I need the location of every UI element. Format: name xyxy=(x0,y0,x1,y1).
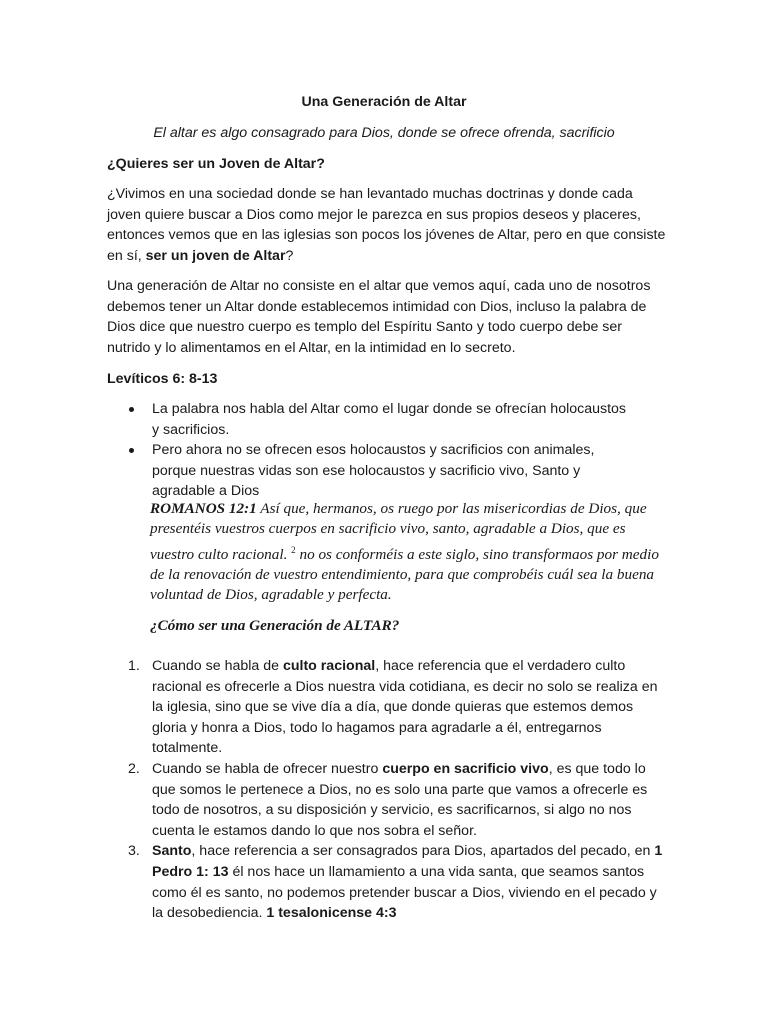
document-subtitle: El altar es algo consagrado para Dios, donde se ofrece ofrenda, sacrificio xyxy=(153,125,615,141)
paragraph-intro xyxy=(107,184,667,266)
numbered-list xyxy=(107,656,667,924)
bullet-icon xyxy=(129,448,134,453)
list-item xyxy=(107,399,637,440)
scripture-text-2: no os conforméis a este siglo, sino transformaos por medio de la renovación de vuestro entendimiento, para que comprobéis cuál sea la buena voluntad de Dios, agradable y perfecta. xyxy=(150,545,659,604)
question-heading: ¿Quieres ser un Joven de Altar? xyxy=(107,156,325,172)
list-item xyxy=(107,841,667,923)
list-number: 3. xyxy=(128,843,140,860)
paragraph-intro-text: ¿Vivimos en una sociedad donde se han levantado muchas doctrinas y donde cada joven quiere buscar a Dios como mejor le parezca en sus propios deseos y placeres, entonces vemos que en las iglesias son pocos los jóvenes de Altar, pero en que consiste en sí, xyxy=(107,186,666,264)
scripture-quote xyxy=(150,499,670,606)
step-bold: 1 tesalonicense 4:3 xyxy=(266,905,397,922)
step-text: él nos hace un llamamiento a una vida santa, que seamos santos como él es santo, no podemos pretender buscar a Dios, viviendo en el pecado y la desobediencia. xyxy=(152,863,657,922)
list-number: 1. xyxy=(128,658,140,674)
paragraph-intro-bold: ser un joven de Altar xyxy=(145,247,286,264)
step-bold: cuerpo en sacrificio vivo xyxy=(382,760,549,777)
list-item xyxy=(107,656,667,759)
step-bold: Santo xyxy=(152,843,192,860)
bullet-text: Pero ahora no se ofrecen esos holocaustos y sacrificios con animales, porque nuestras vidas son ese holocaustos y sacrificio vivo, Santo y agradable a Dios xyxy=(152,442,595,500)
step-text: Cuando se habla de ofrecer nuestro xyxy=(152,760,383,777)
list-number: 2. xyxy=(128,760,140,777)
bullet-text: La palabra nos habla del Altar como el lugar donde se ofrecían holocaustos y sacrificios. xyxy=(152,401,627,438)
scripture-reference: ROMANOS 12:1 xyxy=(150,500,257,517)
step-text: , es que todo lo que somos le pertenece a Dios, no es solo una parte que vamos a ofrecerle es todo de nosotros, a su disposición y servicio, es sacrificarnos, si algo no nos cuenta le estamos dando lo que nos sobra el señor. xyxy=(152,760,648,839)
document-title: Una Generación de Altar xyxy=(301,94,467,110)
reference-heading: Levíticos 6: 8-13 xyxy=(107,371,218,387)
list-item xyxy=(107,440,637,502)
step-bold: 1 Pedro 1: 13 xyxy=(152,843,663,880)
list-item xyxy=(107,759,667,841)
bullet-icon xyxy=(129,407,134,412)
scripture-text-1: Así que, hermanos, os ruego por las misericordias de Dios, que presentéis vuestros cuerpos en sacrificio vivo, santo, agradable a Dios, que es vuestro culto racional. xyxy=(150,500,647,563)
step-bold: culto racional xyxy=(282,658,376,674)
paragraph-altar: Una generación de Altar no consiste en el altar que vemos aquí, cada uno de nosotros debemos tener un Altar donde establecemos intimidad con Dios, incluso la palabra de Dios dice que nuestro cuerpo es templo del Espíritu Santo y todo cuerpo debe ser nutrido y lo alimentamos en el Altar, en la intimidad en lo secreto. xyxy=(107,278,651,356)
step-text: , hace referencia a ser consagrados para Dios, apartados del pecado, en xyxy=(191,843,655,860)
verse-number: 2 xyxy=(291,544,296,555)
paragraph-intro-end: ? xyxy=(285,247,294,264)
step-text: , hace referencia que el verdadero culto racional es ofrecerle a Dios nuestra vida cotidiana, es decir no solo se realiza en la iglesia, sino que se vive día a día, que donde quieras que estemos demos gloria y honra a Dios, todo lo hagamos para agradarle a él, entregarnos totalmente. xyxy=(152,658,658,757)
section-heading: ¿Cómo ser una Generación de ALTAR? xyxy=(150,617,400,634)
bullet-list xyxy=(107,399,637,502)
step-text: Cuando se habla de xyxy=(152,658,283,674)
